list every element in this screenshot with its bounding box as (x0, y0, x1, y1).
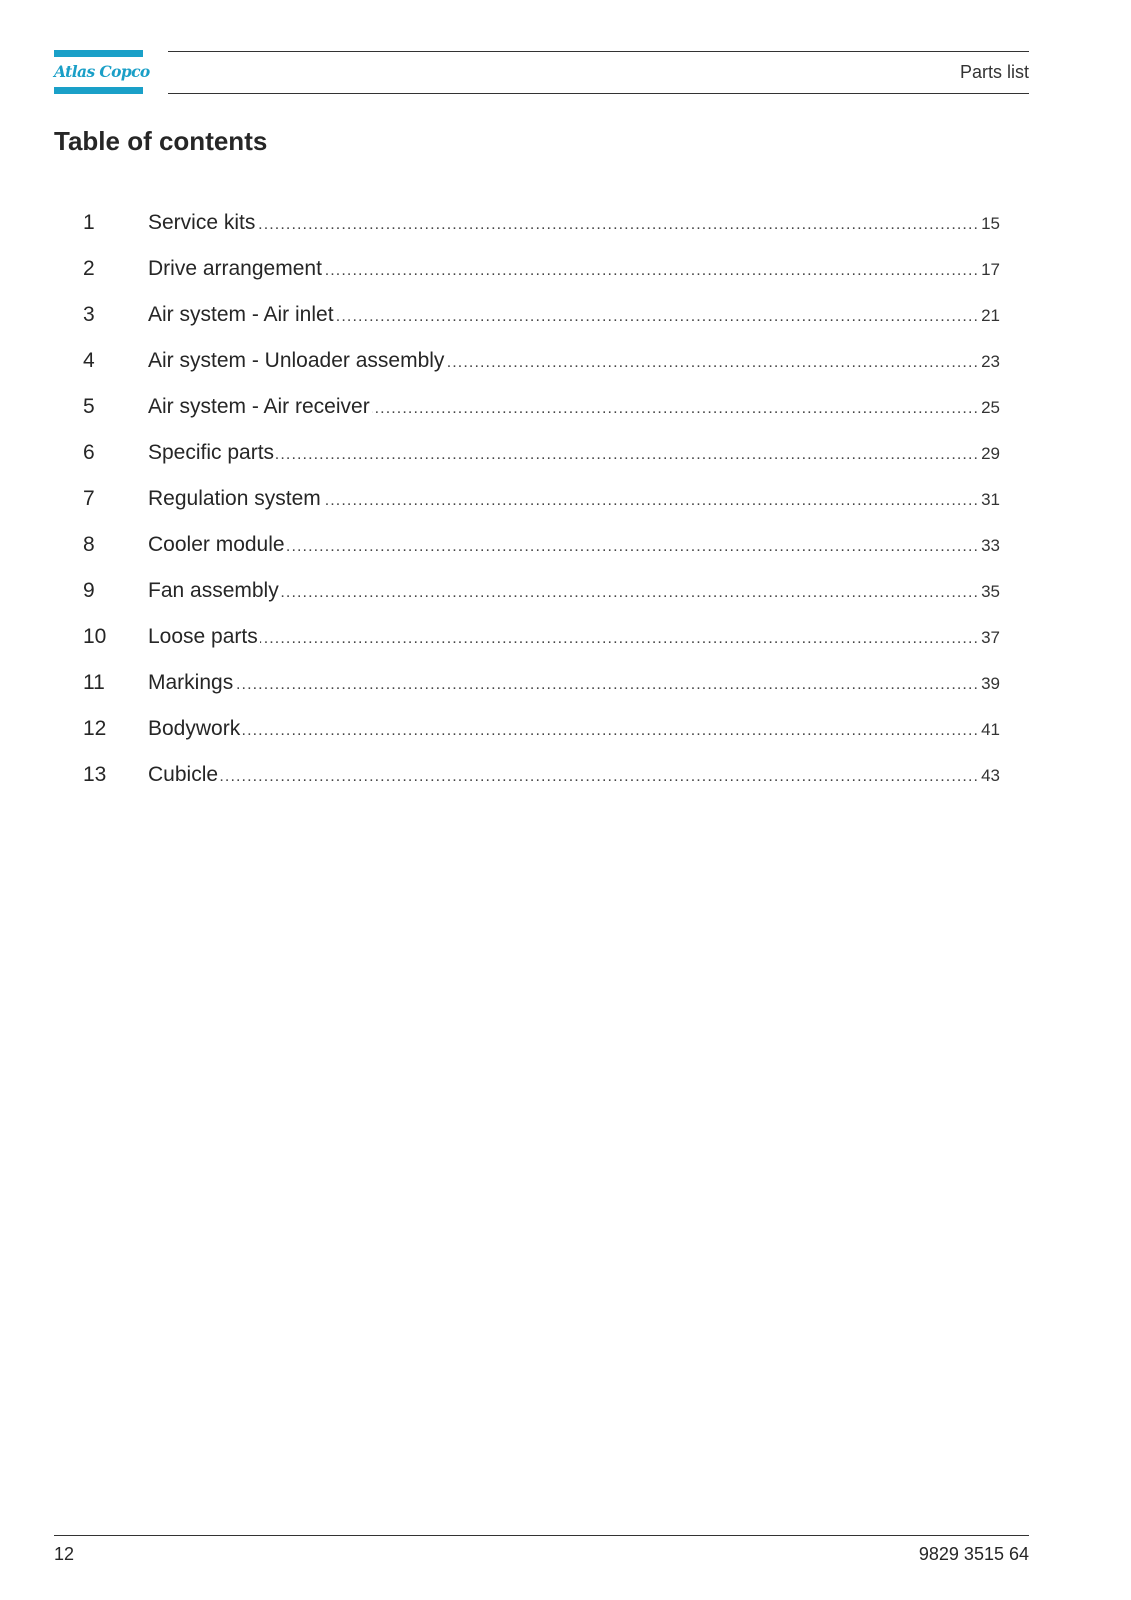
toc-entry-number: 11 (83, 671, 105, 694)
toc-entry[interactable] (83, 717, 1000, 763)
footer-page-number: 12 (54, 1544, 75, 1564)
toc-entry-page: 17 (981, 260, 1000, 279)
toc-dot-leader (446, 354, 979, 372)
toc-entry-number: 1 (83, 211, 95, 234)
toc-entry-page: 25 (981, 398, 1000, 417)
toc-entry-page: 31 (981, 490, 1000, 509)
toc-entry-title: Drive arrangement (148, 257, 322, 280)
toc-entry-page: 33 (981, 536, 1000, 555)
toc-dot-leader (324, 262, 979, 280)
toc-entry[interactable] (83, 349, 1000, 395)
toc-entry[interactable] (83, 395, 1000, 441)
toc-entry-page: 23 (981, 352, 1000, 371)
toc-entry[interactable] (83, 211, 1000, 257)
toc-entry-title: Air system - Air receiver (148, 395, 370, 418)
toc-entry-title: Cooler module (148, 533, 285, 556)
toc-dot-leader (257, 216, 979, 234)
toc-entry-page: 29 (981, 444, 1000, 463)
toc-entry-title: Fan assembly (148, 579, 279, 602)
toc-dot-leader (260, 630, 979, 648)
toc-dot-leader (336, 308, 980, 326)
toc-entry[interactable] (83, 579, 1000, 625)
toc-entry-title: Bodywork (148, 717, 241, 740)
toc-entry-title: Service kits (148, 211, 256, 234)
table-of-contents (83, 211, 1000, 809)
toc-entry-number: 5 (83, 395, 95, 418)
toc-entry-page: 15 (981, 214, 1000, 233)
footer-document-number: 9829 3515 64 (918, 1544, 1029, 1564)
toc-dot-leader (287, 538, 980, 556)
logo-bar-bottom (54, 87, 143, 94)
toc-entry-title: Air system - Air inlet (148, 303, 334, 326)
toc-entry-title: Specific parts (148, 441, 275, 464)
header-rule-top (168, 51, 1029, 52)
toc-entry[interactable] (83, 671, 1000, 717)
toc-entry-number: 6 (83, 441, 95, 464)
toc-dot-leader (276, 446, 979, 464)
logo-wordmark: Atlas Copco (54, 62, 150, 81)
logo-bar-top (54, 50, 143, 57)
footer-rule (54, 1535, 1029, 1536)
toc-entry[interactable] (83, 763, 1000, 809)
atlas-copco-logo (54, 50, 150, 94)
toc-entry-number: 3 (83, 303, 95, 326)
toc-entry-page: 35 (981, 582, 1000, 601)
toc-entry-title: Cubicle (148, 763, 219, 786)
toc-entry-page: 21 (981, 306, 1000, 325)
toc-dot-leader (372, 400, 979, 418)
toc-entry-number: 12 (83, 717, 107, 740)
toc-dot-leader (235, 676, 979, 694)
toc-entry-page: 41 (981, 720, 1000, 739)
toc-entry-page: 39 (981, 674, 1000, 693)
toc-entry-number: 2 (83, 257, 95, 280)
toc-dot-leader (323, 492, 979, 510)
toc-dot-leader (242, 722, 979, 740)
toc-dot-leader (220, 768, 979, 786)
page-title: Table of contents (54, 126, 268, 156)
toc-entry[interactable] (83, 487, 1000, 533)
toc-entry-number: 13 (83, 763, 107, 786)
toc-entry-title: Air system - Unloader assembly (148, 349, 445, 372)
toc-entry[interactable] (83, 257, 1000, 303)
toc-entry-number: 9 (83, 579, 95, 602)
header-rule-bottom (168, 93, 1029, 94)
document-type: Parts list (959, 62, 1029, 82)
toc-dot-leader (281, 584, 979, 602)
toc-entry-page: 37 (981, 628, 1000, 647)
toc-entry[interactable] (83, 441, 1000, 487)
toc-entry-number: 4 (83, 349, 95, 372)
toc-entry[interactable] (83, 303, 1000, 349)
toc-entry[interactable] (83, 533, 1000, 579)
toc-entry-page: 43 (981, 766, 1000, 785)
toc-entry-title: Loose parts (148, 625, 258, 648)
toc-entry-number: 7 (83, 487, 95, 510)
toc-entry[interactable] (83, 625, 1000, 671)
toc-entry-title: Regulation system (148, 487, 321, 510)
toc-entry-number: 8 (83, 533, 95, 556)
toc-entry-title: Markings (148, 671, 234, 694)
toc-entry-number: 10 (83, 625, 107, 648)
